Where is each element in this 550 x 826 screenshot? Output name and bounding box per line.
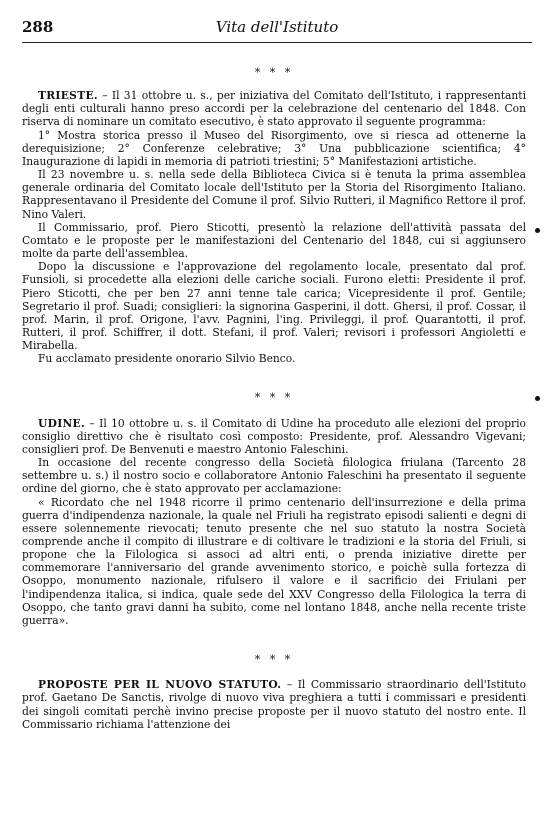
trieste-paragraph-3: Il Commissario, prof. Piero Sticotti, presentò la relazione dell'attività passata del Comtato e le proposte per le manifestazioni del Centenario del 1848, cui si aggiunsero molte da parte dell'assemblea.	[22, 220, 526, 261]
page-header	[22, 18, 532, 46]
trieste-paragraph-1	[22, 89, 526, 128]
trieste-heading: TRIESTE.	[38, 89, 98, 103]
section-separator: * * *	[254, 66, 294, 79]
statuto-paragraph-1	[22, 678, 526, 731]
trieste-paragraph-4: Dopo la discussione e l'approvazione del regolamento locale, presentato dal prof. Funsioli, si procedette alla elezioni delle cariche sociali. Furono eletti: Presidente il prof. Piero Sticotti, che per ben 27 anni tenne tale carica; Vicepresidente il prof. Gentile; Segretario il prof. Suadi; consiglieri: la signorina Gasperini, il dott. Ghersi, il prof. Cossar, il prof. Marin, il prof. Origone, l'avv. Pagnini, l'ing. Privileggi, il prof. Quarantotti, il prof. Rutteri, il prof. Schiffrer, il dott. Stefani, il prof. Valeri; revisori i professori Angioletti e Mirabella.	[22, 260, 526, 353]
udine-heading: UDINE.	[38, 416, 86, 430]
udine-paragraph-1	[22, 417, 526, 456]
running-title: Vita dell'Istituto	[215, 18, 339, 36]
page-number: 288	[22, 18, 54, 36]
udine-quote: « Ricordato che nel 1948 ricorre il primo centenario dell'insurrezione e della prima guerra d'indipendenza nazionale, la quale nel Friuli ha registrato episodi salienti e degni di essere solennemente rievocati; tenuto presente che nel suo statuto la nostra Società comprende anche il compito di illustrare e di coltivare le tradizioni e la storia del Friuli, si propone che la Filologica si associ ad altri enti, o prenda iniziative dirette per commemorare l'anniversario del grande avvenimento storico, e poichè sulla fortezza di Osoppo, monumento nazionale, rifulsero il valore e il sacrificio dei Friulani per l'indipendenza italica, si indica, quale sede del XXV Congresso della Filologica la terra di Osoppo, che tanto gravi danni ha subito, come nel lontano 1848, anche nella recente triste guerra».	[22, 495, 526, 627]
trieste-program: 1° Mostra storica presso il Museo del Risorgimento, ove si riesca ad ottenerne la derequisizione; 2° Conferenze celebrative; 3° Una pubblicazione scientifica; 4° Inaugurazione di lapidi in memoria di patrioti triestini; 5° Manifestazioni artistiche.	[22, 128, 526, 168]
trieste-paragraph-2: Il 23 novembre u. s. nella sede della Biblioteca Civica si è tenuta la prima assemblea generale ordinaria del Comitato locale dell'Istituto per la Storia del Risorgimento Italiano. Rappresentavano il Presidente del Comune il prof. Silvio Rutteri, il Magnifico Rettore il prof. Nino Valeri.	[22, 168, 526, 221]
statuto-heading: PROPOSTE PER IL NUOVO STATUTO.	[38, 678, 282, 692]
udine-paragraph-2: In occasione del recente congresso della Società filologica friulana (Tarcento 28 settembre u. s.) il nostro socio e collaboratore Antonio Faleschini ha presentato il seguente ordine del giorno, che è stato approvato per acclamazione:	[22, 456, 526, 496]
udine-text-1: – Il 10 ottobre u. s. il Comitato di Udine ha proceduto alle elezioni del proprio consiglio direttivo che è risultato così composto: Presidente, prof. Alessandro Vigevani; consiglieri prof. De Benvenuti e maestro Antonio Faleschini.	[22, 416, 526, 456]
trieste-text-1: – Il 31 ottobre u. s., per iniziativa del Comitato dell'Istituto, i rappresentanti degli enti culturali hanno preso accordi per la celebrazione del centenario del 1848. Con riserva di nominare un comitato esecutivo, è stato approvato il seguente programma:	[22, 89, 526, 129]
trieste-paragraph-5: Fu acclamato presidente onorario Silvio Benco.	[38, 352, 296, 366]
margin-dot-mark	[535, 396, 540, 401]
section-separator: * * *	[254, 391, 294, 405]
article-body	[22, 62, 526, 731]
margin-dot-mark	[535, 228, 540, 233]
statuto-text-1: – Il Commissario straordinario dell'Istituto prof. Gaetano De Sanctis, rivolge di nuovo viva preghiera a tutti i commissari e presidenti dei singoli comitati perchè invino precise proposte per il nuovo statuto del nostro ente. Il Commissario richiama l'attenzione dei	[22, 678, 526, 731]
header-rule	[22, 42, 532, 43]
section-separator: * * *	[254, 653, 294, 667]
